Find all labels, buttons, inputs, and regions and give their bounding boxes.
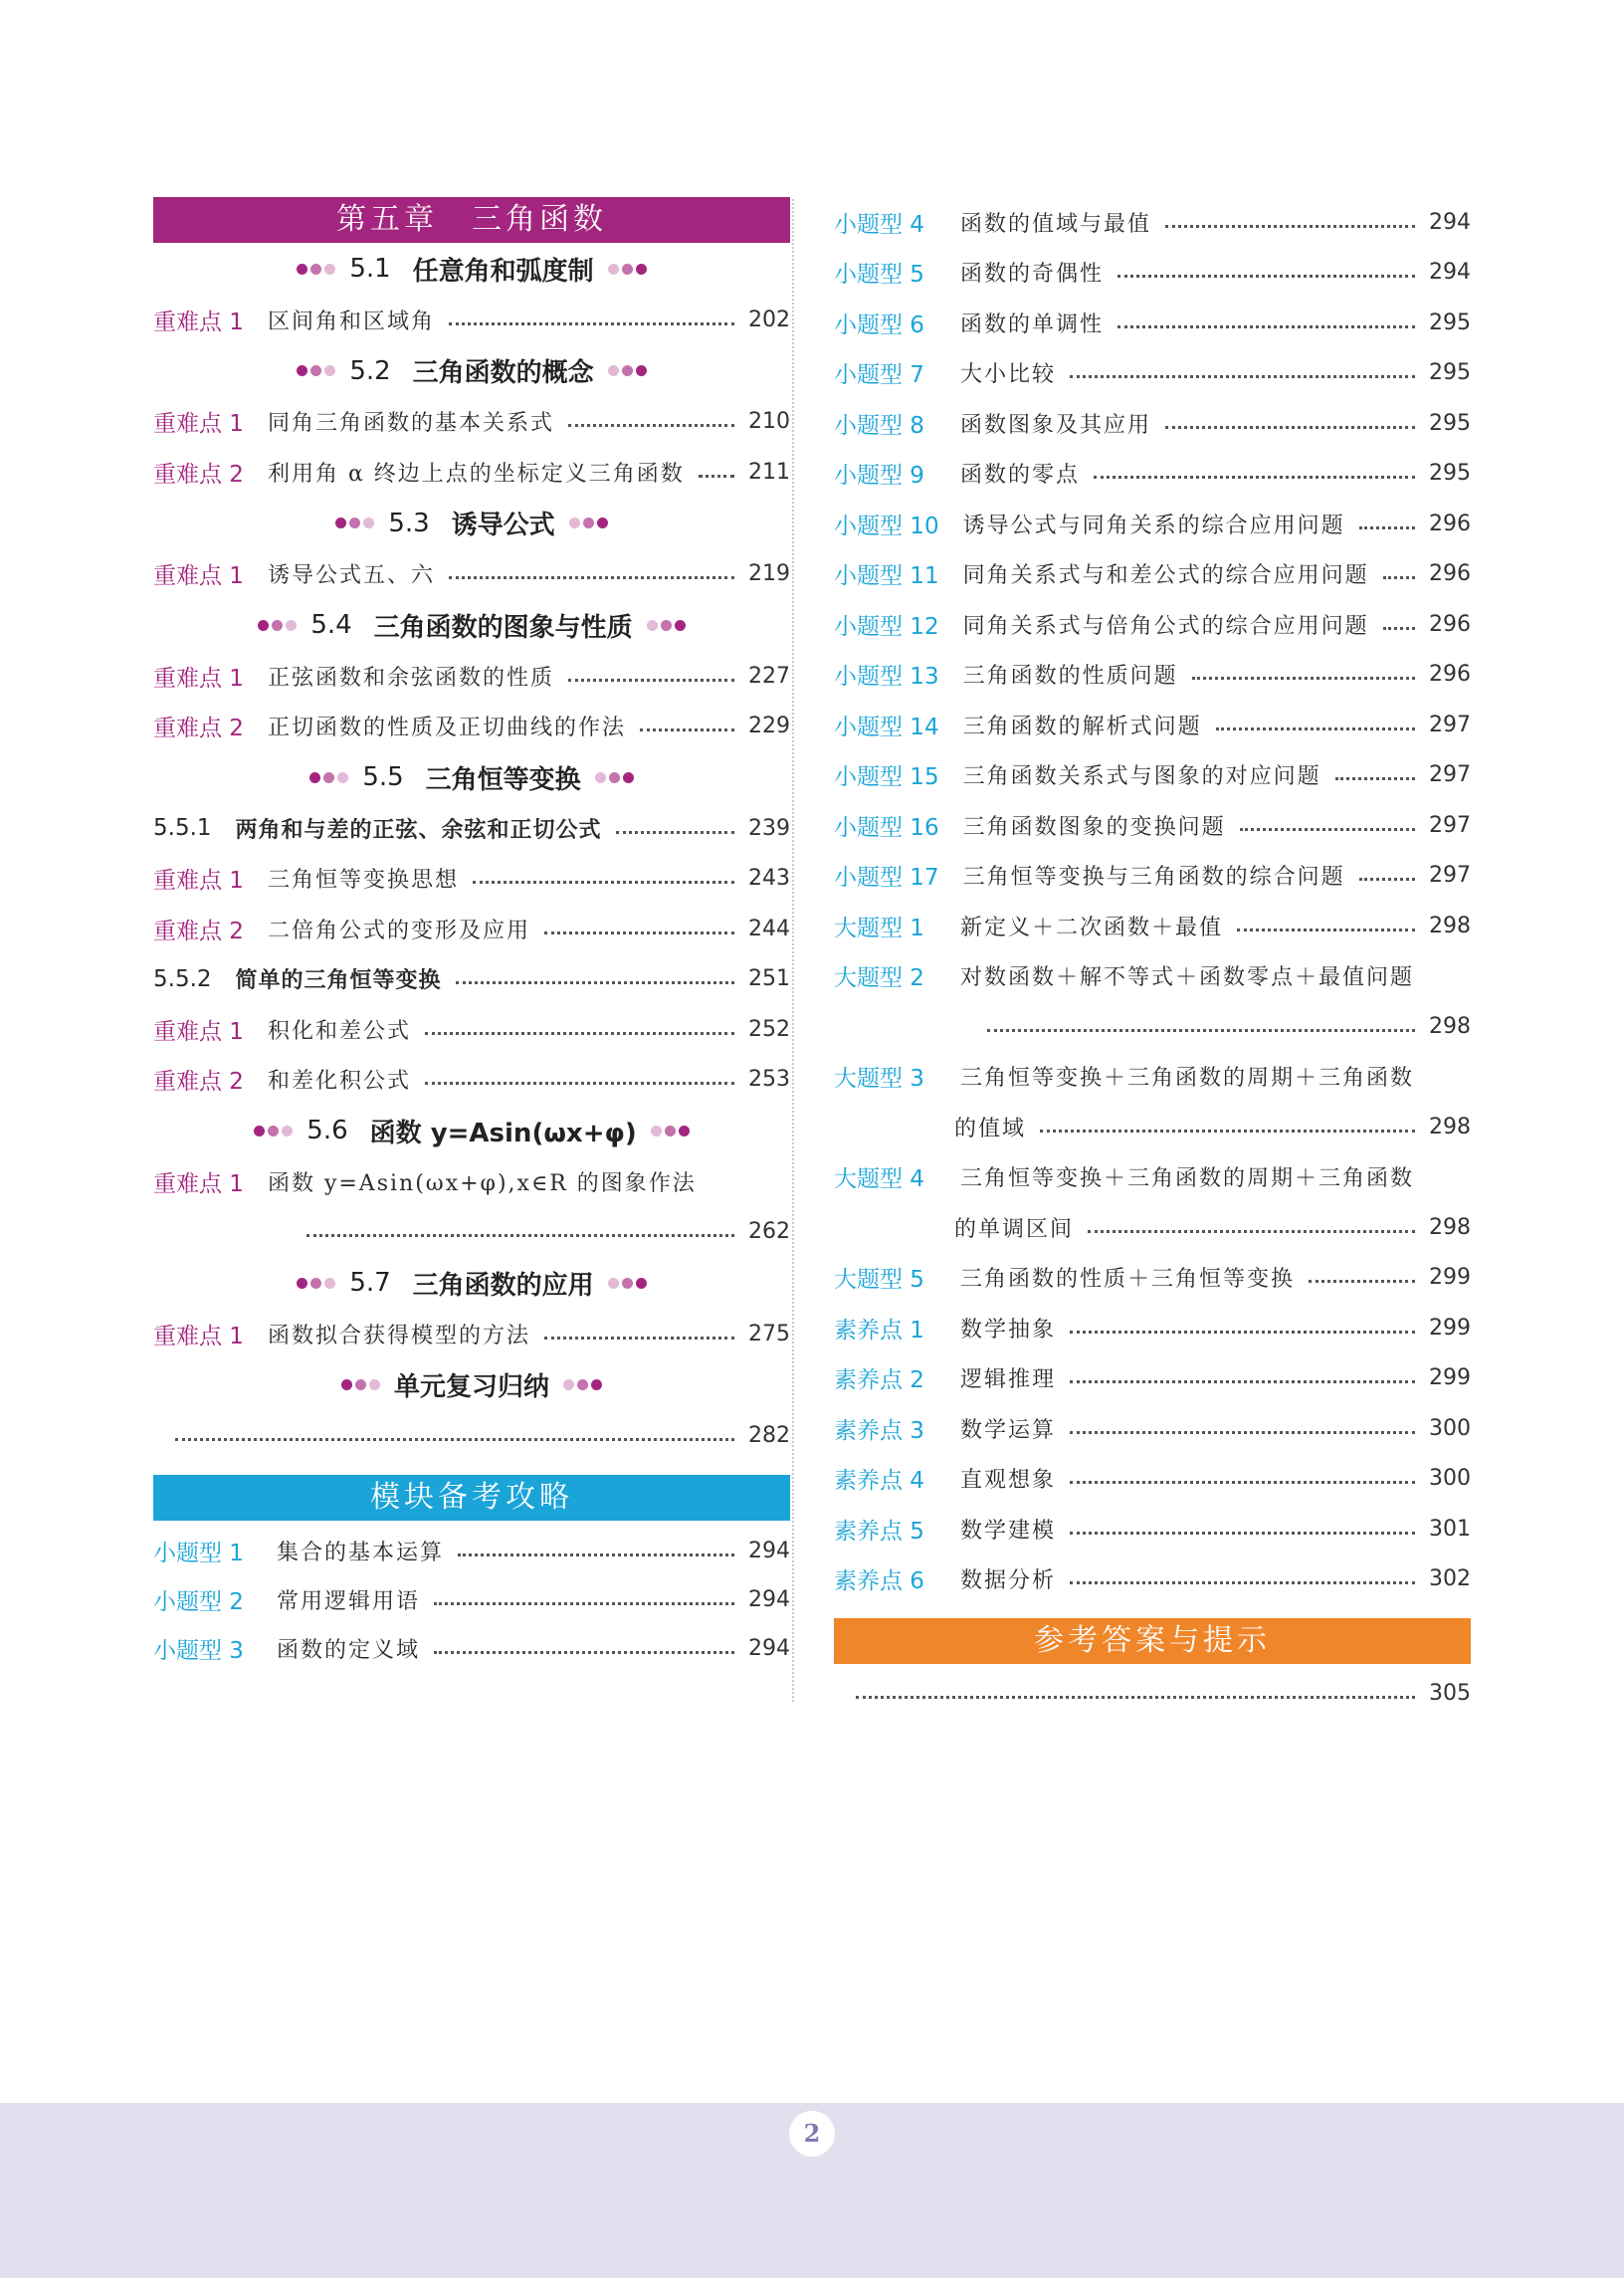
- leader-dots: [1216, 727, 1415, 730]
- leader-dots: [616, 831, 734, 834]
- entry-title: 新定义＋二次函数＋最值: [960, 915, 1224, 940]
- toc-entry[interactable]: [834, 951, 1471, 1002]
- leader-dots: [1165, 426, 1415, 429]
- toc-entry[interactable]: [153, 1309, 790, 1359]
- entry-title: 数据分析: [960, 1568, 1057, 1594]
- dots-decoration: [258, 620, 297, 631]
- entry-title: 函数 y=Asin(ωx+φ),x∈R 的图象作法: [267, 1170, 697, 1196]
- dots-decoration: [608, 264, 647, 275]
- entry-label: 素养点 5: [834, 1518, 924, 1545]
- leader-dots: [1335, 777, 1415, 780]
- section-title: 单元复习归纳: [393, 1372, 549, 1402]
- toc-entry[interactable]: [153, 651, 790, 702]
- toc-entry[interactable]: [834, 650, 1471, 701]
- entry-page: 202: [748, 307, 790, 332]
- leader-dots: [1117, 275, 1415, 278]
- entry-label: 素养点 3: [834, 1417, 924, 1444]
- leader-dots: [1359, 878, 1415, 881]
- entry-label: 小题型 14: [834, 714, 939, 740]
- entry-page: 244: [748, 916, 790, 941]
- leader-dots: [1359, 526, 1415, 529]
- entry-page: 300: [1429, 1466, 1471, 1492]
- dots-decoration: [647, 620, 686, 631]
- entry-page: 295: [1429, 310, 1471, 335]
- leader-dots: [856, 1696, 1415, 1699]
- entry-label: 重难点 1: [153, 1323, 244, 1349]
- entry-page: 297: [1429, 863, 1471, 889]
- leader-dots: [1070, 375, 1415, 378]
- leader-dots: [568, 679, 734, 682]
- dots-decoration: [297, 365, 335, 376]
- leader-dots: [1070, 1331, 1415, 1334]
- entry-page: 301: [1429, 1516, 1471, 1542]
- toc-entry[interactable]: [153, 904, 790, 954]
- toc-entry[interactable]: [834, 750, 1471, 801]
- entry-title: 三角函数的性质问题: [962, 664, 1178, 690]
- section-number: 5.6: [306, 1116, 348, 1145]
- entry-page: 297: [1429, 712, 1471, 737]
- entry-label: 重难点 1: [153, 665, 244, 692]
- entry-page: 295: [1429, 461, 1471, 487]
- leader-dots: [1383, 627, 1415, 630]
- entry-page: 295: [1429, 360, 1471, 386]
- dots-decoration: [297, 1278, 335, 1289]
- section-title: 三角函数的图象与性质: [373, 612, 633, 643]
- entry-label: 大题型 5: [834, 1267, 924, 1294]
- section-title: 三角恒等变换: [425, 764, 581, 795]
- toc-entry[interactable]: [834, 398, 1471, 449]
- toc-entry[interactable]: [834, 1303, 1471, 1353]
- entry-title: 积化和差公式: [267, 1018, 411, 1044]
- section-title: 函数 y=Asin(ωx+φ): [369, 1118, 637, 1148]
- entry-page: 298: [1429, 1214, 1471, 1240]
- entry-page: 252: [748, 1016, 790, 1042]
- entry-title: 函数的单调性: [960, 311, 1105, 337]
- toc-subsection[interactable]: [153, 954, 790, 1005]
- chapter-title-bar: [153, 197, 790, 243]
- toc-entry[interactable]: [834, 599, 1471, 650]
- toc-entry-continuation[interactable]: [834, 1001, 1471, 1052]
- entry-page: 298: [1429, 1013, 1471, 1039]
- entry-page: 211: [748, 459, 790, 485]
- section-heading[interactable]: [153, 345, 790, 397]
- entry-title: 三角函数的解析式问题: [962, 714, 1202, 739]
- dots-decoration: [309, 772, 348, 783]
- leader-dots: [1165, 225, 1415, 228]
- toc-entry[interactable]: [834, 851, 1471, 902]
- leader-dots: [1117, 325, 1415, 328]
- entry-label: 素养点 2: [834, 1367, 924, 1394]
- entry-title: 函数图象及其应用: [960, 412, 1152, 438]
- leader-dots: [1070, 1380, 1415, 1383]
- leader-dots: [473, 881, 734, 884]
- leader-dots: [640, 728, 734, 731]
- entry-label: 素养点 4: [834, 1468, 924, 1495]
- entry-page: 297: [1429, 812, 1471, 838]
- entry-title-continued: 的单调区间: [954, 1216, 1075, 1242]
- leader-dots: [699, 475, 734, 478]
- toc-entry[interactable]: [834, 1454, 1471, 1505]
- entry-page: 219: [748, 561, 790, 587]
- leader-dots: [1094, 476, 1415, 479]
- entry-label: 小题型 13: [834, 664, 939, 691]
- section-heading[interactable]: [153, 1359, 790, 1411]
- entry-label: 小题型 9: [834, 463, 924, 490]
- leader-dots: [1070, 1481, 1415, 1484]
- dots-decoration: [335, 518, 374, 528]
- entry-title: 直观想象: [960, 1468, 1057, 1494]
- entry-title: 函数的奇偶性: [960, 262, 1105, 288]
- entry-title: 三角函数关系式与图象的对应问题: [962, 764, 1321, 790]
- toc-entry[interactable]: [834, 1668, 1471, 1719]
- section-heading[interactable]: [153, 243, 790, 295]
- entry-title: 正弦函数和余弦函数的性质: [267, 665, 554, 691]
- section-number: 5.4: [310, 610, 352, 640]
- entry-label: 小题型 5: [834, 262, 924, 289]
- section-title: 三角函数的概念: [412, 358, 594, 388]
- entry-title-continued: 的值域: [954, 1116, 1027, 1141]
- dots-decoration: [341, 1379, 380, 1390]
- entry-page: 229: [748, 714, 790, 739]
- section-heading[interactable]: [153, 599, 790, 651]
- section-number: 5.5: [362, 762, 404, 792]
- section-title: 任意角和弧度制: [412, 256, 594, 287]
- entry-title: 诱导公式与同角关系的综合应用问题: [962, 513, 1345, 538]
- toc-subsection[interactable]: [153, 803, 790, 854]
- toc-entry[interactable]: [153, 295, 790, 345]
- answers-title-bar: [834, 1618, 1471, 1664]
- entry-title: 和差化积公式: [267, 1069, 411, 1095]
- toc-entry[interactable]: [153, 1156, 790, 1207]
- leader-dots: [544, 1337, 734, 1340]
- entry-page: 294: [1429, 260, 1471, 286]
- entry-title: 同角三角函数的基本关系式: [267, 411, 554, 437]
- toc-entry[interactable]: [834, 1554, 1471, 1605]
- entry-label: 小题型 11: [834, 563, 939, 590]
- entry-title: 三角恒等变换＋三角函数的周期＋三角函数: [960, 1166, 1415, 1192]
- entry-label: 重难点 2: [153, 716, 244, 742]
- entry-label: 小题型 16: [834, 814, 939, 841]
- section-number: 5.2: [349, 355, 391, 386]
- entry-label: 素养点 1: [834, 1317, 924, 1344]
- leader-dots: [434, 1602, 734, 1605]
- entry-page: 210: [748, 409, 790, 435]
- entry-label: 小题型 7: [834, 362, 924, 389]
- toc-entry-continuation[interactable]: [834, 1202, 1471, 1253]
- entry-page: 295: [1429, 410, 1471, 436]
- entry-title: 区间角和区域角: [267, 309, 435, 334]
- entry-title: 三角恒等变换＋三角函数的周期＋三角函数: [960, 1066, 1415, 1092]
- toc-entry[interactable]: [834, 549, 1471, 600]
- toc-entry-continuation[interactable]: [153, 1207, 790, 1258]
- leader-dots: [1309, 1280, 1415, 1283]
- toc-entry[interactable]: [834, 449, 1471, 500]
- entry-page: 262: [748, 1219, 790, 1245]
- toc-entry[interactable]: [834, 1353, 1471, 1404]
- section-heading[interactable]: [153, 1257, 790, 1309]
- leader-dots: [987, 1029, 1415, 1032]
- leader-dots: [175, 1438, 734, 1441]
- entry-page: 299: [1429, 1365, 1471, 1391]
- entry-title: 三角函数图象的变换问题: [962, 814, 1226, 840]
- entry-title: 对数函数＋解不等式＋函数零点＋最值问题: [960, 965, 1415, 991]
- leader-dots: [1040, 1130, 1415, 1133]
- entry-title: 数学抽象: [960, 1317, 1057, 1343]
- leader-dots: [456, 981, 734, 984]
- leader-dots: [1070, 1532, 1415, 1535]
- toc-entry[interactable]: [153, 1624, 790, 1673]
- entry-page: 298: [1429, 913, 1471, 938]
- entry-title: 利用角 α 终边上点的坐标定义三角函数: [267, 461, 685, 487]
- toc-entry[interactable]: [834, 901, 1471, 951]
- module-title: 模块备考攻略: [370, 1480, 573, 1515]
- entry-page: 253: [748, 1067, 790, 1093]
- entry-title: 同角关系式与倍角公式的综合应用问题: [962, 613, 1369, 639]
- entry-label: 重难点 1: [153, 309, 244, 335]
- entry-title: 三角函数的性质＋三角恒等变换: [960, 1267, 1296, 1293]
- entry-page: 294: [748, 1587, 790, 1612]
- toc-entry[interactable]: [834, 1052, 1471, 1103]
- entry-title: 同角关系式与和差公式的综合应用问题: [962, 563, 1369, 589]
- toc-entry[interactable]: [834, 298, 1471, 348]
- entry-label: 小题型 2: [153, 1589, 244, 1615]
- entry-label: 小题型 4: [834, 211, 924, 238]
- dots-decoration: [608, 365, 647, 376]
- column-separator: [792, 199, 794, 1702]
- subsection-title: 两角和与差的正弦、余弦和正切公式: [235, 817, 602, 843]
- leader-dots: [434, 1651, 734, 1654]
- leader-dots: [1070, 1431, 1415, 1434]
- entry-page: 305: [1429, 1680, 1471, 1706]
- toc-left-column: [153, 197, 790, 1673]
- toc-entry[interactable]: [834, 1253, 1471, 1304]
- leader-dots: [449, 322, 734, 325]
- entry-title: 三角恒等变换思想: [267, 868, 459, 894]
- entry-page: 227: [748, 663, 790, 689]
- entry-label: 重难点 1: [153, 868, 244, 895]
- toc-entry[interactable]: [834, 197, 1471, 248]
- toc-entry[interactable]: [834, 1504, 1471, 1554]
- leader-dots: [306, 1234, 734, 1237]
- entry-page: 251: [748, 966, 790, 992]
- leader-dots: [1070, 1581, 1415, 1584]
- entry-page: 299: [1429, 1315, 1471, 1341]
- entry-page: 302: [1429, 1566, 1471, 1592]
- entry-page: 296: [1429, 611, 1471, 637]
- entry-label: 小题型 10: [834, 513, 939, 539]
- entry-title: 诱导公式五、六: [267, 563, 435, 589]
- entry-title: 数学建模: [960, 1518, 1057, 1544]
- toc-entry[interactable]: [153, 1411, 790, 1462]
- toc-entry[interactable]: [834, 348, 1471, 399]
- toc-entry[interactable]: [153, 702, 790, 752]
- section-heading[interactable]: [153, 751, 790, 803]
- chapter-title: 第五章 三角函数: [336, 202, 607, 237]
- leader-dots: [449, 576, 734, 579]
- toc-entry[interactable]: [153, 549, 790, 600]
- toc-right-column: [834, 197, 1471, 1719]
- toc-entry[interactable]: [153, 1527, 790, 1575]
- module-title-bar: [153, 1475, 790, 1521]
- toc-entry[interactable]: [834, 248, 1471, 299]
- subsection-number: 5.5.1: [153, 815, 212, 842]
- leader-dots: [1240, 828, 1415, 831]
- entry-page: 294: [748, 1636, 790, 1661]
- toc-entry[interactable]: [834, 1403, 1471, 1454]
- dots-decoration: [563, 1379, 602, 1390]
- entry-page: 297: [1429, 762, 1471, 788]
- entry-title: 二倍角公式的变形及应用: [267, 918, 530, 943]
- entry-label: 大题型 1: [834, 915, 924, 941]
- dots-decoration: [651, 1126, 690, 1137]
- entry-page: 294: [748, 1539, 790, 1563]
- leader-dots: [1237, 929, 1415, 932]
- entry-page: 294: [1429, 209, 1471, 235]
- entry-label: 小题型 3: [153, 1638, 244, 1664]
- toc-entry[interactable]: [153, 447, 790, 498]
- entry-label: 小题型 1: [153, 1541, 244, 1566]
- entry-label: 小题型 17: [834, 865, 939, 892]
- toc-entry[interactable]: [153, 1575, 790, 1624]
- toc-entry[interactable]: [153, 1055, 790, 1106]
- entry-label: 大题型 4: [834, 1166, 924, 1193]
- entry-page: 282: [748, 1423, 790, 1449]
- section-title: 三角函数的应用: [412, 1270, 594, 1301]
- section-title: 诱导公式: [451, 511, 555, 540]
- toc-entry[interactable]: [834, 700, 1471, 750]
- section-number: 5.1: [349, 254, 391, 284]
- leader-dots: [458, 1553, 734, 1556]
- entry-page: 239: [748, 815, 790, 841]
- section-heading[interactable]: [153, 1105, 790, 1156]
- entry-title: 大小比较: [960, 362, 1057, 388]
- entry-label: 大题型 3: [834, 1066, 924, 1093]
- entry-title: 函数的定义域: [277, 1638, 421, 1663]
- entry-page: 300: [1429, 1415, 1471, 1441]
- answers-title: 参考答案与提示: [1034, 1623, 1271, 1658]
- entry-label: 小题型 12: [834, 613, 939, 640]
- dots-decoration: [595, 772, 634, 783]
- toc-entry-continuation[interactable]: [834, 1102, 1471, 1152]
- dots-decoration: [254, 1126, 293, 1137]
- toc-entry[interactable]: [834, 800, 1471, 851]
- entry-label: 重难点 1: [153, 411, 244, 438]
- dots-decoration: [569, 518, 608, 528]
- entry-page: 298: [1429, 1114, 1471, 1139]
- entry-label: 素养点 6: [834, 1568, 924, 1595]
- toc-entry[interactable]: [153, 854, 790, 905]
- dots-decoration: [297, 264, 335, 275]
- entry-label: 重难点 1: [153, 563, 244, 590]
- leader-dots: [425, 1032, 734, 1035]
- leader-dots: [425, 1082, 734, 1085]
- entry-page: 243: [748, 866, 790, 892]
- subsection-number: 5.5.2: [153, 965, 212, 992]
- entry-label: 重难点 2: [153, 1069, 244, 1096]
- subsection-title: 简单的三角恒等变换: [235, 968, 442, 994]
- section-heading[interactable]: [153, 498, 790, 549]
- entry-label: 重难点 2: [153, 461, 244, 488]
- leader-dots: [1192, 677, 1415, 680]
- toc-entry[interactable]: [834, 499, 1471, 549]
- entry-title: 常用逻辑用语: [277, 1589, 421, 1614]
- toc-entry[interactable]: [834, 1152, 1471, 1203]
- entry-title: 数学运算: [960, 1417, 1057, 1443]
- entry-page: 296: [1429, 662, 1471, 688]
- section-number: 5.3: [388, 508, 430, 538]
- entry-page: 275: [748, 1321, 790, 1346]
- entry-page: 296: [1429, 511, 1471, 536]
- entry-title: 逻辑推理: [960, 1367, 1057, 1393]
- entry-page: 296: [1429, 561, 1471, 587]
- entry-title: 三角恒等变换与三角函数的综合问题: [962, 865, 1345, 891]
- section-number: 5.7: [349, 1268, 391, 1298]
- entry-label: 重难点 1: [153, 1018, 244, 1045]
- entry-title: 集合的基本运算: [277, 1541, 445, 1565]
- leader-dots: [568, 424, 734, 427]
- leader-dots: [544, 932, 734, 934]
- entry-title: 函数的零点: [960, 463, 1081, 489]
- entry-title: 函数拟合获得模型的方法: [267, 1323, 530, 1348]
- entry-page: 299: [1429, 1265, 1471, 1291]
- entry-title: 函数的值域与最值: [960, 211, 1152, 237]
- page-number: 2: [803, 2119, 821, 2148]
- entry-label: 小题型 6: [834, 311, 924, 338]
- entry-title: 正切函数的性质及正切曲线的作法: [267, 716, 626, 741]
- page-number-badge: [789, 2111, 835, 2157]
- entry-label: 大题型 2: [834, 965, 924, 992]
- entry-label: 重难点 1: [153, 1170, 244, 1197]
- dots-decoration: [608, 1278, 647, 1289]
- leader-dots: [1383, 576, 1415, 579]
- toc-entry[interactable]: [153, 397, 790, 448]
- leader-dots: [1088, 1230, 1415, 1233]
- entry-label: 小题型 15: [834, 764, 939, 791]
- toc-entry[interactable]: [153, 1004, 790, 1055]
- entry-label: 小题型 8: [834, 412, 924, 439]
- entry-label: 重难点 2: [153, 918, 244, 944]
